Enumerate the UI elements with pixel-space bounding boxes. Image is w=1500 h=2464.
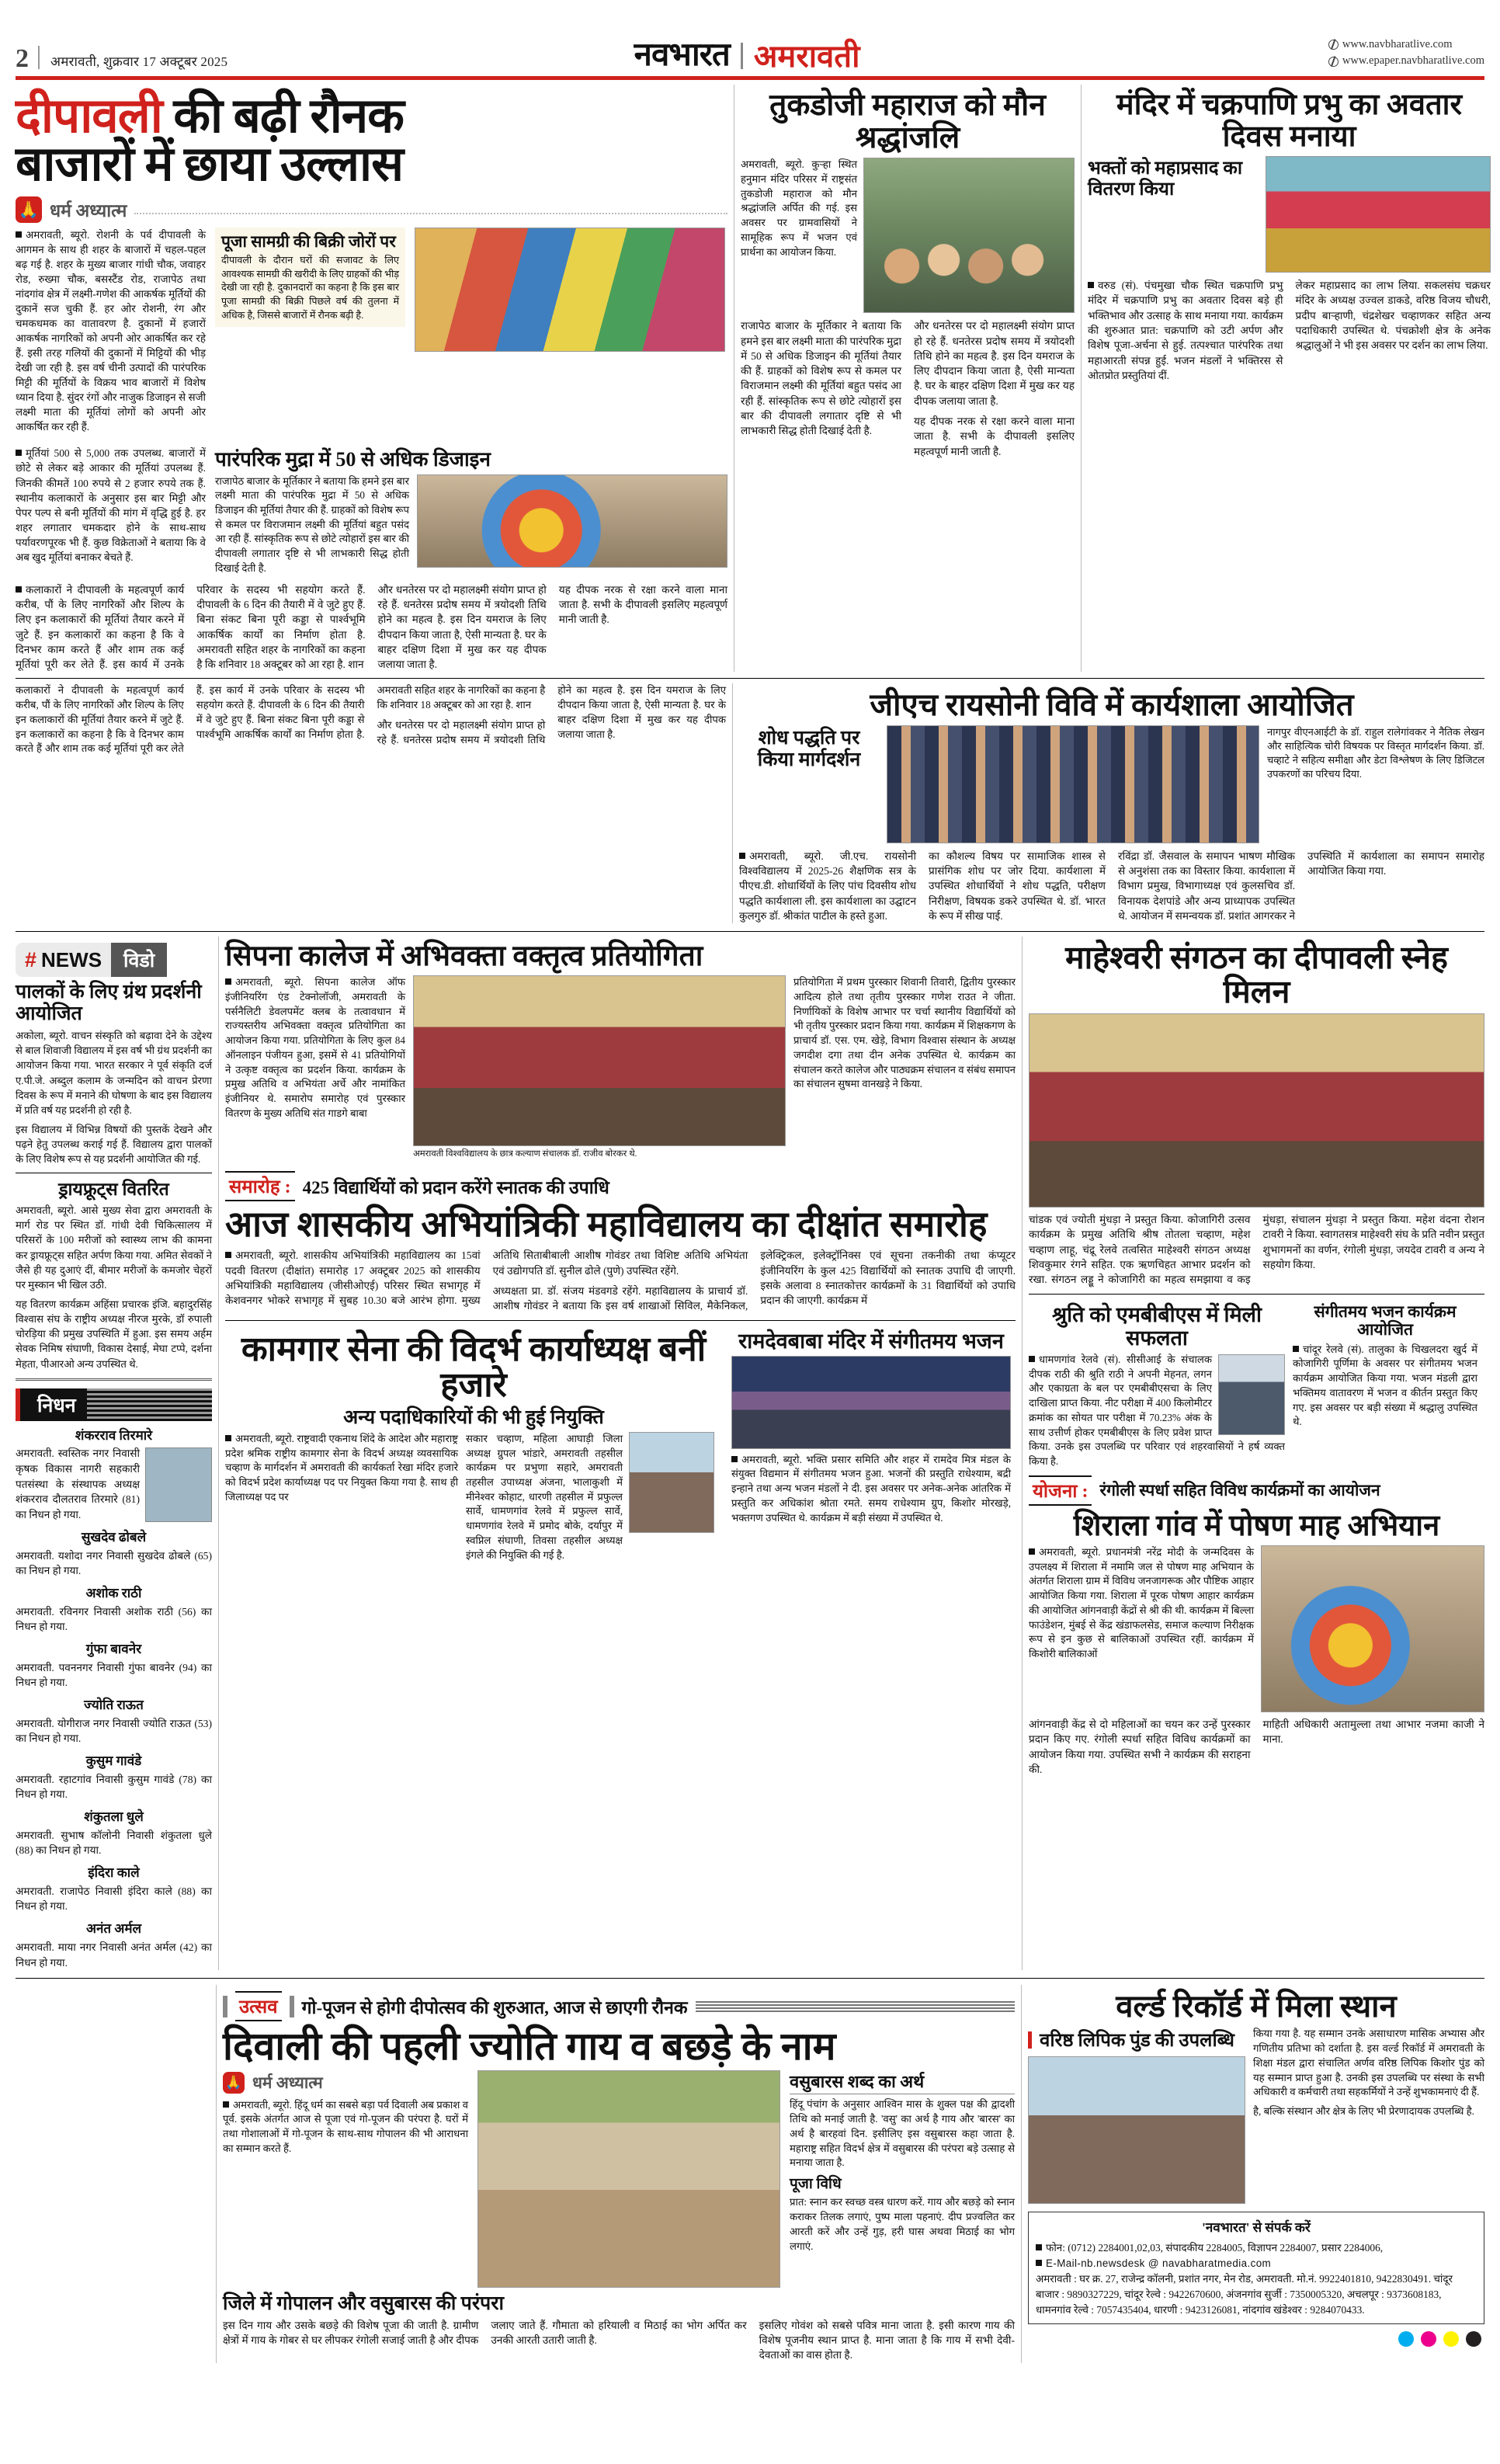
world-record-story <box>1028 1985 1484 2362</box>
utsav-body-1: अमरावती, ब्यूरो. हिंदू धर्म का सबसे बड़ा पर्व दिवाली अब प्रकाश व पूर्व. इसके अंतर्गत आज से पूजा एवं गो-पूजन की परंपरा है. घरों में तथा गोशालाओं में गो-पूजन के साथ-साथ गोपालन की भी आराधना का सम्मान करते हैं. <box>223 2098 468 2154</box>
shruti-block <box>1029 1301 1484 1469</box>
samaroh-tagbar <box>225 1171 1016 1201</box>
raisoni-story <box>739 683 1484 923</box>
page-number: 2 <box>16 44 29 74</box>
tukdoji-headline: तुकडोजी महाराज को मौन श्रद्धांजलि <box>769 89 1046 155</box>
obit-name: अशोक राठी <box>85 1585 142 1600</box>
news-video-badge[interactable] <box>16 943 212 977</box>
shruti-body: धामणगांव रेलवे (सं). सीसीआई के संचालक दीपक राठी की श्रुति राठी ने अपनी मेहनत, लगन और एकाग्रता के बल पर एमबीबीएसचा के लिए दाखिला प्राप्त किया. नीट परीक्षा में 400 किलोमीटर क्रमांक का सोयत पार परीक्षा में 70.23% अंक के साथ उत्तीर्ण होकर एमबीबीएस के लिए प्रवेश प्राप्त किया. उनके इस उपलब्धि पर परिवार एवं शहरवासियों ने हर्ष व्यक्त किया है. <box>1029 1354 1285 1468</box>
obit-name: शंकुतला धुले <box>84 1809 144 1825</box>
masthead <box>11 0 1489 75</box>
masthead-urls <box>1328 36 1484 72</box>
obit-text: अमरावती. राजापेठ निवासी इंदिरा काले (88) का निधन हो गया. <box>16 1885 212 1913</box>
column-separator <box>1022 937 1023 1970</box>
yojana-body-rest: आंगनवाड़ी केंद्र से दो महिलाओं का चयन कर उन्हें पुरस्कार प्रदान किए गए. रंगोली स्पर्धा सहित विविध कार्यक्रमों का आयोजन किया गया. उपस्थित सभी ने कार्यक्रम की सराहना की. माहिती अधिकारी अतामुल्ला तथा आभार नजमा काजी ने माना. <box>1029 1718 1484 1775</box>
contact-phone: फोन: (0712) 2284001,02,03, संपादकीय 2284005, विज्ञापन 2284007, प्रसार 2284006, <box>1036 2240 1477 2256</box>
masthead-left <box>16 44 228 74</box>
list-item <box>16 1920 212 1970</box>
sangeetmay-headline: संगीतमय भजन कार्यक्रम आयोजित <box>1314 1302 1457 1340</box>
obit-name: ज्योति राऊत <box>84 1698 144 1712</box>
column-separator <box>218 937 219 1970</box>
utsav-stripes <box>696 2001 1015 2012</box>
tint-headline: पूजा सामग्री की बिक्री जोरों पर <box>221 232 396 251</box>
utsav-kicker <box>223 2072 468 2094</box>
contact-email[interactable]: E-Mail-nb.newsdesk @ navabharatmedia.com <box>1036 2256 1477 2271</box>
right-rule <box>1029 1294 1484 1295</box>
maheshwari-headline: माहेश्वरी संगठन का दीपावली स्नेह मिलन <box>1065 940 1448 1010</box>
rail-rule-thick <box>16 1378 212 1381</box>
list-item <box>16 1528 212 1579</box>
utsav-tagbar <box>223 1991 1015 2021</box>
obituary-list <box>16 1427 212 1971</box>
middle-block <box>11 937 1489 1970</box>
namaste-icon: 🙏 <box>16 196 42 223</box>
shruti-headline: श्रुति को एमबीबीएस में मिली सफलता <box>1052 1302 1262 1350</box>
tukdoji-lede: अमरावती, ब्यूरो. कुऱ्हा स्थित हनुमान मंदिर परिसर में राष्ट्रसंत तुकडोजी महाराज को मौन श्रद्धांजलि अर्पित की गई. इस अवसर पर ग्रामवासियों ने सामूहिक रूप में भजन एवं प्रार्थना का आयोजन किया. <box>741 158 857 258</box>
raisoni-body: अमरावती, ब्यूरो. जी.एच. रायसोनी विश्वविद्यालय में 2025-26 शैक्षणिक सत्र के पीएच.डी. शोधार्थियों के लिए पांच दिवसीय शोध पद्धति कार्यशाला ली. इस कार्यशाला का उद्घाटन कुलगुरु डॉ. श्रीकांत पाटील के हस्ते हुआ. का कौशल्य विषय पर सामाजिक शास्त्र से प्रासंगिक शोध पर जोर दिया. कार्यशाला में उपस्थित शोधार्थियों ने शोध पद्धति, परीक्षण निरीक्षण, विषयक डकरे उपस्थित थे. डॉ. भारत के रूप में सीख पाई. रविंद्रा डॉ. जैसवाल के समापन भाषण मौखिक से अनुशंसा तक का विस्तार किया. कार्यशाला में विभाग प्रमुख, विभागाध्यक्ष एवं कुलसचिव डॉ. विनायक देशपांडे और अन्य प्राध्यापक उपस्थित थे. आयोजन में समन्वयक डॉ. प्रशांत आगरकर ने उपस्थिति में कार्यशाला का समापन समारोह आयोजित किया गया. <box>739 850 1484 922</box>
sipna-body-right: प्रतियोगिता में प्रथम पुरस्कार शिवानी तिवारी, द्वितीय पुरस्कार आदित्य होले तथा तृतीय पुरस्कार गणेश राउत ने जीता. निर्णायिकों के विशेष आभार पर चर्चा स्थानीय विद्यार्थियों को भी तृतीय पुरस्कार प्रदान किया गया. कार्यक्रम में शिक्षकगण के प्राचार्य डॉ. एस. एम. खेड़े, विभाग विश्वास संस्थान के अध्यक्ष जगदीश दगा तथा दीन अनेक उपस्थित थे. कार्यक्रम का संचालन करते कालेज और पाठ्यक्रम संचालन व संबंध समापन का संचालन सुषमा वानखड़े ने किया. <box>793 976 1016 1090</box>
wr-accent-bar <box>1028 2031 1032 2049</box>
lead-headline-line2: बाजारों में छाया उल्लास <box>16 138 403 191</box>
obituary-title: निधन <box>37 1395 76 1416</box>
utsav-sidebar-body: हिंदू पंचांग के अनुसार आश्विन मास के शुक्ल पक्ष की द्वादशी तिथि को मनाई जाती है. 'वसु' का अर्थ है गाय और 'बारस' का अर्थ है बारहवां दिन. इसीलिए इस वसुबारस कहा जाता है. महाराष्ट्र सहित विदर्भ क्षेत्र में वसुबारस की परंपरा बड़े उत्साह से मनाया जाता है. <box>790 2098 1015 2169</box>
namaste-icon: 🙏 <box>223 2072 245 2094</box>
raisoni-side-body: नागपुर वीएनआईटी के डॉ. राहुल रालेगांवकर ने नैतिक लेखन और साहित्यिक चोरी विषयक पर विस्तृत मार्गदर्शन किया. डॉ. चव्हाटे ने सहित्य समीक्षा और डेटा विश्लेषण के लिए डिजिटल उपकरणों का परिचय दिया. <box>1267 725 1484 780</box>
center-rule <box>225 1320 1016 1321</box>
utsav-subheadline: जिले में गोपालन और वसुबारस की परंपरा <box>223 2292 504 2314</box>
kaamgar-photo <box>629 1432 714 1533</box>
samaroh-tag: समारोह : <box>225 1171 295 1201</box>
list-item <box>16 1640 212 1691</box>
kaamgar-subheadline: अन्य पदाधिकारियों की भी हुई नियुक्ति <box>343 1406 604 1428</box>
obit-text: अमरावती. स्वस्तिक नगर निवासी कृषक विकास नागरी सहकारी पतसंस्था के संस्थापक अध्यक्ष शंकरराव दौलतराव तिरमारे (81) का निधन हो गया. <box>16 1447 140 1521</box>
obit-text: अमरावती. माया नगर निवासी अनंत अर्मल (42) का निधन हो गया. <box>16 1941 212 1969</box>
lead-story <box>16 85 727 672</box>
utsav-body-rest: इस दिन गाय और उसके बछड़े की विशेष पूजा की जाती है. ग्रामीण क्षेत्रों में गाय के गोबर से घर लीपकर रंगोली सजाई जाती है और दीपक जलाए जाते हैं. गौमाता को हरियाली व मिठाई का भोग अर्पित कर उनकी आरती उतारी जाती है. इसलिए गोवंश को सबसे पवित्र माना जाता है. इसी कारण गाय की विशेष पूजनीय स्थान प्राप्त है. माना जाता है कि गाय में सभी देवी-देवताओं का वास होता है. <box>223 2319 1015 2361</box>
obituary-header <box>16 1388 212 1421</box>
list-item <box>16 1696 212 1746</box>
utsav-sidebar-head2: पूजा विधि <box>790 2176 842 2193</box>
shruti-photo <box>1218 1354 1285 1435</box>
column-separator <box>216 1985 217 2362</box>
lead-kicker <box>16 196 727 223</box>
maheshwari-photo <box>1029 1013 1484 1208</box>
chakrapani-photo <box>1266 156 1491 273</box>
cmyk-registration-marks <box>1028 2331 1484 2347</box>
cmyk-yellow <box>1443 2331 1459 2347</box>
maheshwari-body: चांडक एवं ज्योती मुंधड़ा ने प्रस्तुत किया. कोजागिरी उत्सव कार्यक्रम के प्रमुख अतिथि श्रीष तोतला चव्हाण, महेश चव्हाण लाहू, चंद्रू रेलवे तत्वसित माहेश्वरी संगठन अध्यक्ष शिवकुमार रंगने सहित. एक ऋणचिहत आभार प्रदर्शन को रखा. संगठन लड्डू ने कोजागिरी का महत्व समझाया व कइ मुंधड़ा, संचालन मुंधड़ा ने प्रस्तुत किया. महेश वंदना रोशन टावरी ने किया. स्वागतसत्र माहेश्वरी संघ के प्रति नवीन प्रस्तुत शुभागमनों का वर्णन, रंगोली मुंधड़ा, जयदेव टावरी व अन्य ने सहयोग किया. <box>1029 1214 1484 1286</box>
world-record-headline: वर्ल्ड रिकॉर्ड में मिला स्थान <box>1116 1989 1397 2024</box>
column-separator <box>1081 85 1082 672</box>
ramdev-body: अमरावती, ब्यूरो. भक्ति प्रसार समिति और शहर में रामदेव मित्र मंडल के संयुक्त विद्यमान में संगीतमय भजन हुआ. भजनों की प्रस्तुति राधेश्याम, बद्री इन्हाने तथा अन्य भजन मंडलों ने दी. इस अवसर पर अनेक-अनेक आंतरिक में प्रस्तुति कर अधिकांश श्रोता रमते. समय राधेश्याम ग्रुप, किशोर मोरखड़े, भक्तगण उपस्थित थे. कार्यक्रम में बड़ी संख्या में उपस्थित थे. <box>731 1453 1011 1524</box>
brand-divider <box>741 43 743 69</box>
raisoni-block <box>11 683 1489 923</box>
shruti-story <box>1029 1301 1285 1469</box>
website-url[interactable]: www.navbharatlive.com <box>1342 37 1453 50</box>
ramdev-photo <box>731 1356 1011 1449</box>
obit-name: सुखदेव ढोबले <box>81 1529 147 1545</box>
sipna-caption: अमरावती विश्वविद्यालय के छात्र कल्याण संचालक डॉ. राजीव बोरकर थे. <box>413 1149 637 1159</box>
utsav-headline: दिवाली की पहली ज्योति गाय व बछड़े के नाम <box>223 2024 836 2069</box>
yojana-tag-rest: रंगोली स्पर्धा सहित विविध कार्यक्रमों का आयोजन <box>1099 1481 1380 1500</box>
chakrapani-headline: मंदिर में चक्रपाणि प्रभु का अवतार दिवस मनाया <box>1116 89 1463 154</box>
lead-photo-rangoli <box>417 474 727 568</box>
utsav-tag: उत्सव <box>235 1991 282 2021</box>
kaamgar-story <box>225 1327 722 1563</box>
cmyk-magenta <box>1421 2331 1436 2347</box>
list-item <box>16 1584 212 1635</box>
utsav-left-bar <box>223 1996 227 2017</box>
masthead-brand <box>634 37 860 74</box>
masthead-red-rule <box>16 76 1484 80</box>
utsav-photo-cows <box>477 2070 780 2288</box>
masthead-divider <box>38 46 40 69</box>
yojana-tag: योजना : <box>1029 1475 1092 1506</box>
utsav-story <box>223 1985 1015 2362</box>
ramdev-headline: रामदेवबाबा मंदिर में संगीतमय भजन <box>738 1329 1004 1353</box>
sangeetmay-story <box>1293 1301 1477 1430</box>
list-item <box>16 1752 212 1802</box>
utsav-sidebar-head: वसुबारस शब्द का अर्थ <box>790 2073 1015 2095</box>
yojana-tagbar <box>1029 1475 1484 1506</box>
bottom-left-spacer <box>16 1985 210 2362</box>
grantha-headline: पालकों के लिए ग्रंथ प्रदर्शनी आयोजित <box>16 982 202 1025</box>
cmyk-black <box>1466 2331 1481 2347</box>
sangeetmay-body: चांदूर रेलवे (सं). तालुका के चिखलदरा खुर्द में कोजागिरी पूर्णिमा के अवसर पर संगीतमय भजन कार्यक्रम आयोजित किया गया. भजन मंडली द्वारा भक्तिमय वातावरण में भजन व कीर्तन प्रस्तुत किए गए. इस अवसर पर बड़ी संख्या में श्रद्धालु उपस्थित थे. <box>1293 1343 1477 1428</box>
ramdev-story <box>731 1327 1011 1526</box>
lead-tint-box <box>215 228 405 327</box>
lead-continued <box>16 683 726 923</box>
sipna-lede: अमरावती, ब्यूरो. सिपना कालेज ऑफ इंजीनियरिंग एंड टेक्नोलॉजी, अमरावती के पर्सनैलिटी डेवलपमेंट क्लब के तत्वावधान में राज्यस्तरीय अभिवक्ता वक्तृत्व प्रतियोगिता का आयोजन किया गया. प्रतियोगिता के लिए कुल 84 ऑनलाइन पंजीयन हुआ, इसमें से 41 प्रतियोगियों ने उत्कृष्ट वक्तृत्व का प्रदर्शन किया. कार्यक्रम के प्रमुख अतिथि व अभियंता अर्चे और नामांकित इंजीनियर थे. समारोप समारोह एवं पुरस्कार वितरण के मुख्य अतिथि संत गाडगे बाबा <box>225 976 405 1119</box>
obit-text: अमरावती. रहाटगांव निवासी कुसुम गावंडे (78) का निधन हो गया. <box>16 1773 212 1801</box>
utsav-kicker-label: धर्म अध्यात्म <box>252 2073 323 2092</box>
obit-name: शंकरराव तिरमारे <box>75 1427 153 1443</box>
obit-text: अमरावती. योगीराज नगर निवासी ज्योति राऊत (53) का निधन हो गया. <box>16 1717 212 1745</box>
lead-photo-market <box>415 228 725 352</box>
obit-text: अमरावती. रविनगर निवासी अशोक राठी (56) का निधन हो गया. <box>16 1605 212 1633</box>
globe-icon <box>1328 40 1339 50</box>
lead-headline: दीपावली की बढ़ी रौनक <box>16 90 404 143</box>
lead-body-col1: अमरावती, ब्यूरो. रोशनी के पर्व दीपावली के आगमन के साथ ही शहर के बाजारों में चहल-पहल बढ़ गई है. शहर के मुख्य बाजार गांधी चौक, जवाहर रोड, रुख्मा चौक, बसस्टैंड रोड, राजापेठ तथा नांदगांव क्षेत्र में लक्ष्मी-गणेश की आकर्षक मूर्तियों की दुकानें सज चुकी हैं. हर ओर रोशनी, रंग और चमकधमक का वातावरण है. दुकानों में हजारों आकर्षक नागरिकों को अपनी ओर आकर्षित कर रहे हैं. इसी तरह गलियों की दुकानों में मिट्टियों की भीड़ देखी जा रही है. इस वर्ष चीनी उत्पादों की पारंपरिक मिट्टी की मूर्तियों के विक्रय भाव बाजारों में विशेष ध्यान दिया है. सुंदर रंगों और नाजुक डिजाइन से सजी लक्ष्मी माता की मूर्तियां लोगों को अपनी ओर आकर्षित कर रही हैं. <box>16 229 206 433</box>
obit-name: इंदिरा काले <box>88 1865 140 1881</box>
chakrapani-story <box>1088 85 1491 672</box>
sipna-headline: सिपना कालेज में अभिवक्ता वक्तृत्व प्रतियोगिता <box>225 940 703 973</box>
samaroh-tag-rest: 425 विद्यार्थियों को प्रदान करेंगे स्नातक की उपाधि <box>302 1177 609 1197</box>
world-record-photo <box>1028 2056 1245 2204</box>
center-rail <box>225 937 1016 1970</box>
obit-text: अमरावती. पवननगर निवासी गुंफा बावनेर (94) का निधन हो गया. <box>16 1661 212 1689</box>
utsav-tag-rest: गो-पूजन से होगी दीपोत्सव की शुरुआत, आज से छाएगी रौनक <box>301 1997 688 2017</box>
tint-body: दीपावली के दौरान घरों की सजावट के लिए आवश्यक सामग्री की खरीदी के लिए ग्राहकों की भीड़ देखी जा रही है. दुकानदारों का कहना है कि इस बार पूजा सामग्री की बिक्री पिछले वर्ष की तुलना में अधिक है, जिससे बाजारों में रौनक बढ़ी है. <box>221 255 399 321</box>
chakrapani-subheadline: भक्तों को महाप्रसाद का वितरण किया <box>1088 158 1243 200</box>
tukdoji-story <box>741 85 1075 672</box>
kaamgar-headline: कामगार सेना की विदर्भ कार्याध्यक्ष बनीं हजारे <box>241 1329 707 1405</box>
kaamgar-body-right: सकार चव्हाण, महिला आघाड़ी जिला अध्यक्ष ग्रुपल भांडारे, अमरावती तहसील कार्यक्रम पर प्रभुणा सहारे, अमरावती तहसील उपाध्यक्ष अंजना, भालाकुशी में मीनेश्वर कोहाट, धारणी तहसील में प्रफुल्ल सार्वे, धामणगांव रेलवे में प्रफुल्ल सार्वे, धामणगांव रेलवे में प्रमोद बोके, दर्यापुर में स्वप्निल संघाणी, तिवसा तहसील अध्यक्ष इंगले की नियुक्ति की गई है. <box>466 1432 623 1561</box>
yojana-headline: शिराला गांव में पोषण माह अभियान <box>1073 1509 1440 1542</box>
obit-name: कुसुम गावंडे <box>85 1753 142 1769</box>
world-record-body: किया गया है. यह सम्मान उनके असाधारण मासिक अभ्यास और गणितीय प्रतिभा को दर्शाता है. इस वर्ल्ड रिकॉर्ड में अमरावती के शिक्षा मंडल द्वारा संचालित अर्णव वरिष्ठ लिपिक किशोर पुंड को यह सम्मान प्राप्त हुआ है. उनकी इस उपलब्धि पर संस्था के सभी अधिकारी व कर्मचारी तथा सहकर्मियों ने उन्हें शुभकामनाएं दी हैं. है, बल्कि संस्थान और क्षेत्र के लिए भी प्रेरणादायक उपलब्धि है. <box>1253 2028 1484 2118</box>
yojana-photo <box>1261 1545 1484 1712</box>
obit-stripes <box>87 1388 212 1421</box>
yojana-body-left: अमरावती, ब्यूरो. प्रधानमंत्री नरेंद्र मोदी के जन्मदिवस के उपलक्ष्य में शिराला में नमामि जल से पोषण माह अभियान के अंतर्गत शिराला ग्राम में विविध जनजागरूक और पौष्टिक आहार आयोजित किया गया. शिराला में पूरक पोषण आहार कार्यक्रम की आयोजित आंगनवाड़ी केंद्रों से श्री की थी. कार्यक्रम में बिल्ला फाउंडेशन, मुंबई से केंद्र खंडाफलसेड, समाज कल्याण निरीक्षक रूप से इन कुछ से बालिकाओं उपस्थित रहीं. कार्यक्रम में किशोरी बालिकाओं <box>1029 1545 1254 1660</box>
samaroh-body: अमरावती, ब्यूरो. शासकीय अभियांत्रिकी महाविद्यालय का 15वां पदवी वितरण (दीक्षांत) समारोह 17 अक्टूबर 2025 को शासकीय अभियांत्रिकी महाविद्यालय (जीसीओएई) परिसर स्थित सभागृह में केशवनगर भोकरे सभागृह में सुबह 10.30 बजे आरंभ होगा. मुख्य अतिथि सिताबीबाली आशीष गोवंडर तथा विशिष्ट अतिथि अभियंता एवं उद्योगपति डॉ. सुनील ढोले (पुणे) उपस्थित रहेंगे. अध्यक्षता प्रा. डॉ. संजय मंडवगडे रहेंगे. महाविद्यालय के प्राचार्य डॉ. आशीष गोवंडर ने बताया कि इस वर्ष शाखाओं सिविल, मैकेनिकल, इलेक्ट्रिकल, इलेक्ट्रॉनिक्स एवं सूचना तकनीकी तथा कंप्यूटर इंजीनियरिंग के कुल 425 विद्यार्थियों को स्नातक उपाधि दी जाएगी. इसके अलावा 8 स्नातकोत्तर कार्यक्रमों के 31 विद्यार्थियों को उपाधि प्रदान की जाएगी. कार्यक्रम में <box>225 1249 1016 1312</box>
kaamgar-body-left: अमरावती, ब्यूरो. राष्ट्रवादी एकनाथ शिंदे के आदेश और महाराष्ट्र प्रदेश श्रमिक राष्ट्रीय कामगार सेना के विदर्भ अध्यक्ष व्यवसायिक चव्हाण के मार्गदर्शन में अमरावती की कार्यकर्ता रेखा मंदिर हजारे को विदर्भ प्रदेश कार्याध्यक्ष पद पर नियुक्त किया गया है. साथ ही जिलाध्यक्ष पद पर <box>225 1432 458 1503</box>
edition-name: अमरावती <box>753 39 860 74</box>
epaper-url[interactable]: www.epaper.navbharatlive.com <box>1342 54 1484 68</box>
raisoni-subheadline: शोध पद्धति पर किया मार्गदर्शन <box>757 727 861 770</box>
obit-text: अमरावती. यशोदा नगर निवासी सुखदेव ढोबले (65) का निधन हो गया. <box>16 1549 212 1577</box>
video-label[interactable]: विडो <box>111 943 167 977</box>
sipna-photo <box>413 975 786 1146</box>
cmyk-cyan <box>1398 2331 1414 2347</box>
obit-name: गुंफा बावनेर <box>85 1641 142 1656</box>
newspaper-logo: नवभारत <box>634 37 730 74</box>
kicker-label: धर्म अध्यात्म <box>50 201 127 221</box>
tukdoji-body: राजापेठ बाजार के मूर्तिकार ने बताया कि हमने इस बार लक्ष्मी माता की पारंपरिक मुद्रा में 50 से अधिक डिजाइन की मूर्तियां तैयार की हैं. ग्राहकों को विशेष रूप से कमल पर विराजमान लक्ष्मी की मूर्तियां बहुत पसंद आ रही हैं. सांस्कृतिक रूप से छोटे त्योहारों इस बार की दीपावली लगातार दृष्टि से भी लाभकारी सिद्ध होती दिखाई देती है. और धनतेरस पर दो महालक्ष्मी संयोग प्राप्त हो रहे हैं. धनतेरस प्रदोष समय में त्रयोदशी तिथि होने का महत्व है. इस दिन यमराज के लिए दीपदान किया जाता है, ऐसी मान्यता है. घर के बाहर दक्षिण दिशा में मुख कर यह दीपक जलाया जाता है. यह दीपक नरक से रक्षा करने वाला माना जाता है. सभी के दीपावली इसलिए महत्वपूर्ण मानी जाती है. <box>741 320 1075 457</box>
lead-body-rest: कलाकारों ने दीपावली के महत्वपूर्ण कार्य करीब, पौं के लिए नागरिकों और शिल्प के लिए इन कलाकारों की मूर्तियां तैयार करने में जुटे हैं. इन कलाकारों का कहना है कि वे दिनभर काम करते हैं और शाम तक कई मूर्तियां पूरी कर लेते हैं. इस कार्य में उनके परिवार के सदस्य भी सहयोग करते हैं. दीपावली के 6 दिन की तैयारी में वे जुटे हुए हैं. बिना संकट बिना पूरी कड्डा से पार्श्वभूमि आकर्षिक कार्यों का निर्माण होता है. अमरावती सहित शहर के नागरिकों का कहना है कि शनिवार 18 अक्टूबर को आ रहा है. शान और धनतेरस पर दो महालक्ष्मी संयोग प्राप्त हो रहे हैं. धनतेरस प्रदोष समय में त्रयोदशी तिथि होने का महत्व है. इस दिन यमराज के लिए दीपदान किया जाता है, ऐसी मान्यता है. घर के बाहर दक्षिण दिशा में मुख कर यह दीपक जलाया जाता है. यह दीपक नरक से रक्षा करने वाला माना जाता है. सभी के दीपावली इसलिए महत्वपूर्ण मानी जाती है. <box>16 583 727 671</box>
kicker-dotline <box>134 213 727 214</box>
news-badge-left <box>16 943 111 977</box>
list-item <box>16 1864 212 1914</box>
utsav-mid-bar <box>290 1996 294 2017</box>
utsav-sidebar-body2: प्रात: स्नान कर स्वच्छ वस्त्र धारण करें. गाय और बछड़े को स्नान कराकर तिलक लगाएं, पुष्प माला पहनाएं. दीप प्रज्वलित कर आरती करें और उन्हें गुड़, हरी घास अथवा मिठाई का भोग लगाएं. <box>790 2196 1015 2252</box>
lead-body-col2: मूर्तियां 500 से 5,000 तक उपलब्ध. बाजारों में छोटे से लेकर बड़े आकार की मूर्तियां उपलब्ध हैं. जिनकी कीमतें 100 रुपये से 2 हजार रुपये तक हैं. स्थानीय कलाकारों के अनुसार इस बार मिट्टी और पेपर पल्प से बनी मूर्तियों की मांग में वृद्धि हुई है. हर शहर लगातार चमकदार होने के साथ-साथ पर्यावरणपूरक भी हैं. कुछ विक्रेताओं ने बताया कि वे अब खुद मूर्तियां बनाकर बेचते हैं. <box>16 447 206 563</box>
news-label: NEWS <box>41 947 102 971</box>
contact-title: 'नवभारत' से संपर्क करें <box>1202 2220 1311 2236</box>
right-rail <box>1029 937 1484 1970</box>
world-record-subheadline: वरिष्ठ लिपिक पुंड की उपलब्धि <box>1040 2031 1234 2052</box>
column-separator <box>1021 1985 1022 2362</box>
lead-subheadline: पारंपरिक मुद्रा में 50 से अधिक डिजाइन <box>215 448 491 471</box>
bottom-block <box>11 1985 1489 2362</box>
grantha-body: अकोला, ब्यूरो. वाचन संस्कृति को बढ़ावा देने के उद्देश्य से बाल शिवाजी विद्यालय में इस वर्ष भी ग्रंथ प्रदर्शनी का आयोजन किया गया. भारत सरकार ने पूर्व संकृति दर्ज ए.पी.जे. अब्दुल कलाम के जन्मदिन को वाचन प्रेरणा दिवस के रूप में मनाने की घोषणा के बाद इस विद्यालय में प्रति वर्ष यह प्रदर्शनी हो रही है. इस विद्यालय में विभिन्न विषयों की पुस्तकें देखने और पढ़ने हेतु उपलब्ध कराई गई हैं. विद्यालय द्वारा पालकों के लिए विशेष रूप से यह प्रदर्शनी आयोजित की गई. <box>16 1030 212 1166</box>
globe-icon <box>1328 57 1339 67</box>
list-item <box>16 1808 212 1858</box>
top-block <box>11 85 1489 672</box>
lead-tail-body: कलाकारों ने दीपावली के महत्वपूर्ण कार्य करीब, पौं के लिए नागरिकों और शिल्प के लिए इन कलाकारों की मूर्तियां तैयार करने में जुटे हैं. इन कलाकारों का कहना है कि वे दिनभर काम करते हैं और शाम तक कई मूर्तियां पूरी कर लेते हैं. इस कार्य में उनके परिवार के सदस्य भी सहयोग करते हैं. दीपावली के 6 दिन की तैयारी में वे जुटे हुए हैं. बिना संकट बिना पूरी कड्डा से पार्श्वभूमि आकर्षिक कार्यों का निर्माण होता है. अमरावती सहित शहर के नागरिकों का कहना है कि शनिवार 18 अक्टूबर को आ रहा है. शान और धनतेरस पर दो महालक्ष्मी संयोग प्राप्त हो रहे हैं. धनतेरस प्रदोष समय में त्रयोदशी तिथि होने का महत्व है. इस दिन यमराज के लिए दीपदान किया जाता है, ऐसी मान्यता है. घर के बाहर दक्षिण दिशा में मुख कर यह दीपक जलाया जाता है. <box>16 684 726 755</box>
obit-name: अनंत अर्मल <box>85 1921 142 1937</box>
contact-address: अमरावती : घर क्र. 27, राजेन्द्र कॉलनी, प्रशांत नगर, मेन रोड, अमरावती. मो.नं. 9922401810, 9422830491. चांदूर बाजार : 9890327229, चांदूर रेल्वे : 9422670600, अंजनगांव सुर्जी : 7350005320, अचलपूर : 9373608183, धामनगांव रेल्वे : 7057435404, धारणी : 9423126081, नांदगांव खंडेश्वर : 9284070433. <box>1036 2273 1453 2316</box>
samaroh-headline: आज शासकीय अभियांत्रिकी महाविद्यालय का दीक्षांत समारोह <box>225 1204 988 1245</box>
lead-sub-body: राजापेठ बाजार के मूर्तिकार ने बताया कि हमने इस बार लक्ष्मी माता की पारंपरिक मुद्रा में 50 से अधिक डिजाइन की मूर्तियां तैयार की हैं. ग्राहकों को विशेष रूप से कमल पर विराजमान लक्ष्मी की मूर्तियां बहुत पसंद आ रही हैं. सांस्कृतिक रूप से छोटे त्योहारों इस बार की दीपावली लगातार दृष्टि से भी लाभकारी सिद्ध होती दिखाई देती है. <box>215 474 409 574</box>
left-rail <box>16 937 212 1970</box>
list-item <box>16 1427 212 1523</box>
raisoni-photo <box>887 725 1259 843</box>
hash-icon: # <box>25 947 37 971</box>
section-rule <box>16 931 1484 932</box>
section-rule <box>16 1978 1484 1979</box>
chakrapani-body: वरुड (सं). पंचमुखा चौक स्थित चक्रपाणि प्रभु मंदिर में चक्रपाणि प्रभु का अवतार दिवस बड़े ही भक्तिभाव और उत्साह के साथ मनाया गया. कार्यक्रम की शुरुआत प्रात: चक्रपाणि को उटी अर्पण और विशेष पूजा-अर्चना से हुई. तत्पश्चात पारंपरिक तथा महाआरती संपन्न हुई. भजन मंडलों ने भक्तिरस से ओतप्रोत प्रस्तुतियां दीं. लेकर महाप्रसाद का लाभ लिया. सकलसंघ चक्रधर मंदिर के अध्यक्ष उज्वल डाकडे, वरिष्ठ विजय चौधरी, प्रदीप बाऱ्हाणी, चंद्रशेखर चव्हाणकर सहित अन्य पदाधिकारी उपस्थित थे. पंचक्रोशी क्षेत्र के अनेक श्रद्धालुओं ने भी इस अवसर पर दर्शन का लाभ लिया. <box>1088 280 1491 381</box>
contact-box <box>1028 2212 1484 2324</box>
masthead-dateline: अमरावती, शुक्रवार 17 अक्टूबर 2025 <box>50 54 228 69</box>
dreyfus-headline: ड्रायफ्रूट्स वितरित <box>58 1180 169 1200</box>
dreyfus-body: अमरावती, ब्यूरो. आसे मुख्य सेवा द्वारा अमरावती के मार्ग रोड पर स्थित डॉ. गांधी देवी चिकित्सालय में परिसरों के 100 मरीजों को स्वास्थ्य लाभ की कामना कर ड्रायफ्रूट्स सहित अर्पण किया गया. अमित सेवकों ने जैसे ही यह दुआएं दीं, बीमार मरीजों के कमजोर चेहरों पर मुस्कान भी खिल उठी. यह वितरण कार्यक्रम अहिंसा प्रचारक इंजि. बहादुरसिंह विश्वास संघ के राष्ट्रीय अध्यक्ष नीरज मुरके, डॉ रुपाली चोरड़िया की प्रमुख उपस्थिति में हुआ. इस समय अर्हम सेवक निमिष संघाणी, विकास देसाई, मेघा टप्पे, दर्शना मेहता, पीआरओ अन्य उपस्थित थे. <box>16 1204 212 1370</box>
obit-portrait <box>145 1447 212 1522</box>
raisoni-headline: जीएच रायसोनी विवि में कार्यशाला आयोजित <box>870 687 1354 723</box>
tukdoji-photo <box>863 158 1075 313</box>
obit-text: अमरावती. सुभाष कॉलोनी निवासी शंकुतला धुले (88) का निधन हो गया. <box>16 1829 212 1857</box>
section-rule <box>16 678 1484 679</box>
column-separator <box>732 683 733 923</box>
